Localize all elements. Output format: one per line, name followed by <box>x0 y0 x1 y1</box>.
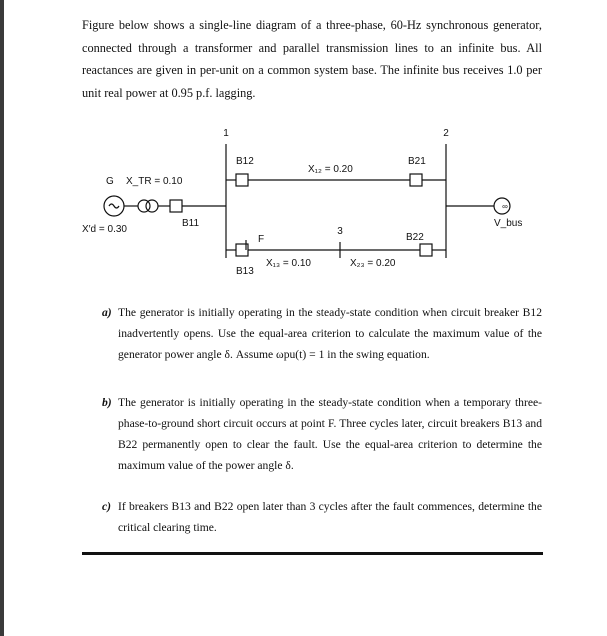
b22-label: B22 <box>406 232 424 243</box>
xd-label: X′d = 0.30 <box>82 224 127 235</box>
b12-label: B12 <box>236 156 254 167</box>
window-left-border <box>0 0 4 636</box>
x23-label: X₂₃ = 0.20 <box>350 258 396 269</box>
xtr-label: X_TR = 0.10 <box>126 176 183 187</box>
question-a <box>102 302 542 365</box>
svg-text:∞: ∞ <box>502 202 508 211</box>
question-b-label: b) <box>102 396 112 409</box>
breaker-b12 <box>236 174 248 186</box>
vbus-label: V_bus <box>494 218 523 229</box>
bottom-divider <box>82 552 543 555</box>
question-b-text: The generator is initially operating in the steady-state condition when a temporary three-phase-to-ground short circuit occurs at point F. Three cycles later, circuit breakers B13 and B22 permanently open to clear the fault. Use the equal-area criterion to determine the maximum value of the power angle δ. <box>118 396 542 472</box>
question-c-label: c) <box>102 500 112 513</box>
breaker-b11 <box>170 200 182 212</box>
transformer-winding-2 <box>146 200 158 212</box>
question-c-text: If breakers B13 and B22 open later than 3 cycles after the fault commences, determine the critical clearing time. <box>118 500 542 534</box>
question-c <box>102 496 542 538</box>
breaker-b21 <box>410 174 422 186</box>
question-a-text: The generator is initially operating in the steady-state condition when circuit breaker B12 inadvertently opens. Use the equal-area criterion to calculate the maximum value of the generator power angle δ. Assume ωpu(t) = 1 in the swing equation. <box>118 306 542 361</box>
bus-2-label: 2 <box>443 128 449 139</box>
b13-label: B13 <box>236 266 254 277</box>
question-a-label: a) <box>102 306 112 319</box>
bus-1-label: 1 <box>223 128 229 139</box>
question-b <box>102 392 542 476</box>
node-3-label: 3 <box>337 226 343 237</box>
x12-label: X₁₂ = 0.20 <box>308 164 353 175</box>
breaker-b22 <box>420 244 432 256</box>
fault-label: F <box>258 234 265 245</box>
generator-label: G <box>106 176 114 187</box>
single-line-diagram <box>70 120 550 290</box>
b21-label: B21 <box>408 156 426 167</box>
b11-label: B11 <box>182 218 200 229</box>
x13-label: X₁₃ = 0.10 <box>266 258 311 269</box>
problem-statement: Figure below shows a single-line diagram of a three-phase, 60-Hz synchronous generator, connected through a transformer and parallel transmission lines to an infinite bus. All reactances are given in per-unit on a common system base. The infinite bus receives 1.0 per unit real power at 0.95 p.f. lagging. <box>82 18 542 100</box>
